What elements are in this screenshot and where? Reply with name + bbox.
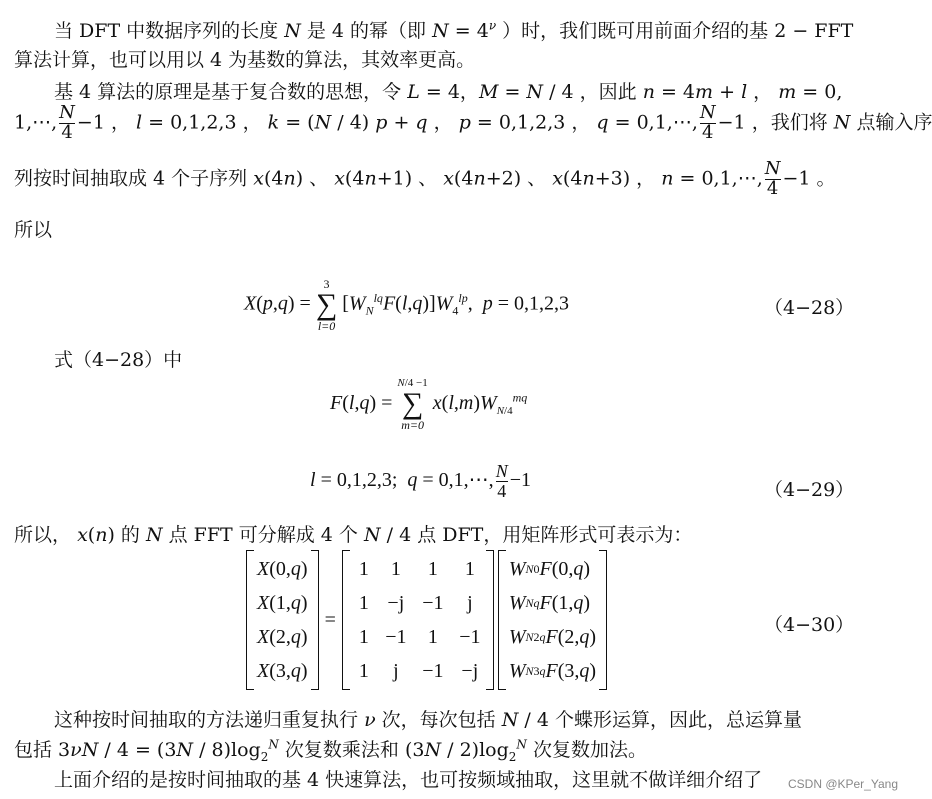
so-label: 所以	[14, 219, 53, 241]
left-vector: X (0, q ) X (1, q ) X (2, q ) X (3, q )	[246, 550, 319, 690]
decomposition-sentence: 所以， x(n) 的 N 点 FFT 可分解成 4 个 N / 4 点 DFT，用矩阵形式可表示为：	[14, 524, 693, 546]
matrix-row: 1 j −1 −j	[358, 659, 479, 682]
right-vector: W N 0 F (0, q ) W N q F (1, q ) W N 2q F (2, q ) W N 3q F (3, q )	[498, 550, 607, 690]
matrix-equation: X (0, q ) X (1, q ) X (2, q ) X (3, q ) = 1 1 1 1 1 −j −1 j 1 −1 1 −1 1 j −1 −j W N 0 F (0, q ) W N q F (1, q ) W N 2q F (2, q ) W N 3q F (3, q )	[246, 550, 607, 690]
text: 列按时间抽取成 4 个子序列	[14, 167, 248, 190]
text: 个蝶形运算，因此，总运算量	[554, 709, 802, 731]
paragraph-3-line-2: 包括 $3\nu N / 4 = (3N / 8)\log_2^N$ 次复数乘法和 $(3N / 2)\log_2^N$ 次复数加法。	[14, 737, 647, 764]
paragraph-4: 上面介绍的是按时间抽取的基 4 快速算法，也可按频域抽取，这里就不做详细介绍了	[54, 769, 763, 791]
dft-matrix	[342, 550, 494, 690]
text: 是 4 的幂（即	[306, 20, 427, 42]
paragraph-2-line-3: 列按时间抽取成 4 个子序列 x(4n) 、 x(4n+1) 、 x(4n+2) 、 x(4n+3) ， n = 0,1,⋯, $\frac{N}{4}$ −1 。	[14, 158, 836, 199]
text: ，我们将	[751, 111, 828, 134]
paragraph-2-line-1: 基 4 算法的原理是基于复合数的思想，令 L = 4，M = N / 4 ，因此 n = 4m + l ， m = 0,	[54, 81, 843, 103]
equation-number-30: （4−30）	[764, 614, 855, 636]
matrix-row: 1 −1 1 −1	[358, 625, 481, 648]
watermark: CSDN @KPer_Yang	[787, 777, 898, 791]
text: 这种按时间抽取的方法递归重复执行	[54, 709, 359, 731]
text: 次复数乘法和	[284, 739, 399, 761]
equation-4-29-a: F(l,q) = N/4 −1 ∑ m=0 $x(l,m)W_{N/4}^{mq}$	[330, 377, 528, 432]
math-n-eq: N	[432, 20, 449, 42]
equation-number-29: （4−29）	[764, 479, 855, 501]
text: 次，每次包括	[381, 709, 496, 731]
text: 点输入序	[856, 111, 932, 134]
paragraph-3-line-1: 这种按时间抽取的方法递归重复执行 ν 次，每次包括 N / 4 个蝶形运算，因此，总运算量	[54, 709, 802, 731]
math-N: N	[284, 20, 307, 42]
text: 点 DFT，用矩阵形式可表示为：	[417, 524, 693, 546]
matrix-row: 1 1 1 1	[358, 557, 475, 580]
text: 所以，	[14, 524, 72, 546]
text: 包括	[14, 739, 53, 761]
text: 点 FFT 可分解成 4 个	[168, 524, 358, 546]
text: 次复数加法。	[532, 739, 647, 761]
equation-number-28: （4−28）	[764, 297, 855, 319]
equation-4-29-b: l = 0,1,2,3; q = 0,1,⋯, $\frac{N}{4}$ −1	[310, 461, 531, 501]
equation-4-28: X(p,q) = 3 ∑ l=0 $[W_N^{lq}F(l,q)]W_4^{lp}$, p = 0,1,2,3	[244, 277, 570, 333]
matrix-row: 1 −j −1 j	[358, 591, 473, 614]
text: 当 DFT 中数据序列的长度	[54, 20, 279, 42]
paragraph-1-line-1: 当 DFT 中数据序列的长度 N 是 4 的幂（即 $N = 4^\nu$ ）时，我们既可用前面介绍的基 2 − FFT	[54, 18, 854, 42]
paragraph-2-line-2: 1,⋯, $\frac{N}{4}$ −1 ， l = 0,1,2,3 ， k = (N / 4) p + q ， p = 0,1,2,3 ， q = 0,1,⋯, $\frac{N}{4}$ −1 ，我们将 N 点输入序	[14, 102, 932, 143]
equation-intro: 式（4−28）中	[54, 349, 183, 371]
paragraph-1-line-2: 算法计算，也可以用以 4 为基数的算法，其效率更高。	[14, 49, 476, 71]
text: 基 4 算法的原理是基于复合数的思想，令	[54, 81, 402, 103]
text: ）时，我们既可用前面介绍的基 2 − FFT	[502, 20, 854, 42]
